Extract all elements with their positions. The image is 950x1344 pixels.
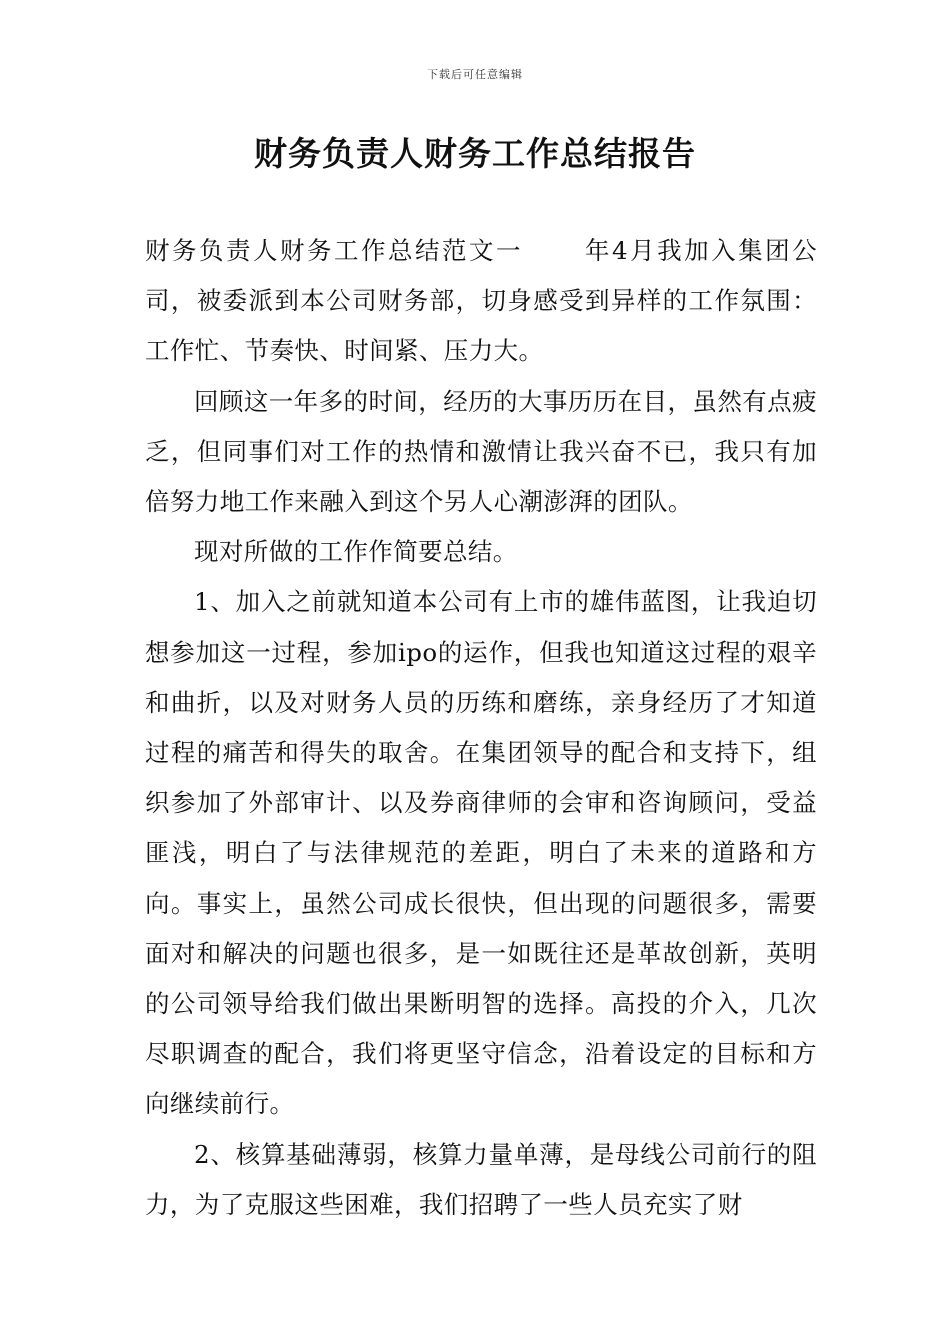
document-body [145, 226, 817, 1230]
document-title: 财务负责人财务工作总结报告 [254, 134, 696, 173]
intro-label: 财务负责人财务工作总结范文一 [145, 236, 523, 265]
intro-paragraph [145, 226, 817, 377]
body-paragraph: 回顾这一年多的时间，经历的大事历历在目，虽然有点疲乏，但同事们对工作的热情和激情让我兴奋不已，我只有加倍努力地工作来融入到这个另人心潮澎湃的团队。 [145, 386, 817, 517]
header-note: 下载后可任意编辑 [427, 68, 523, 81]
body-paragraph: 2、核算基础薄弱，核算力量单薄，是母线公司前行的阻力，为了克服这些困难，我们招聘了一些人员充实了财 [145, 1139, 817, 1219]
body-paragraph: 1、加入之前就知道本公司有上市的雄伟蓝图，让我迫切想参加这一过程，参加ipo的运作，但我也知道这过程的艰辛和曲折，以及对财务人员的历练和磨练，亲身经历了才知道过程的痛苦和得失的取舍。在集团领导的配合和支持下，组织参加了外部审计、以及券商律师的会审和咨询顾问，受益匪浅，明白了与法律规范的差距，明白了未来的道路和方向。事实上，虽然公司成长很快，但出现的问题很多，需要面对和解决的问题也很多，是一如既往还是革故创新，英明的公司领导给我们做出果断明智的选择。高投的介入，几次尽职调查的配合，我们将更坚守信念，沿着设定的目标和方向继续前行。 [145, 587, 817, 1119]
intro-text: 年4月我加入集团公司，被委派到本公司财务部，切身感受到异样的工作氛围：工作忙、节奏快、时间紧、压力大。 [145, 236, 818, 366]
body-paragraph: 现对所做的工作作简要总结。 [194, 537, 518, 567]
